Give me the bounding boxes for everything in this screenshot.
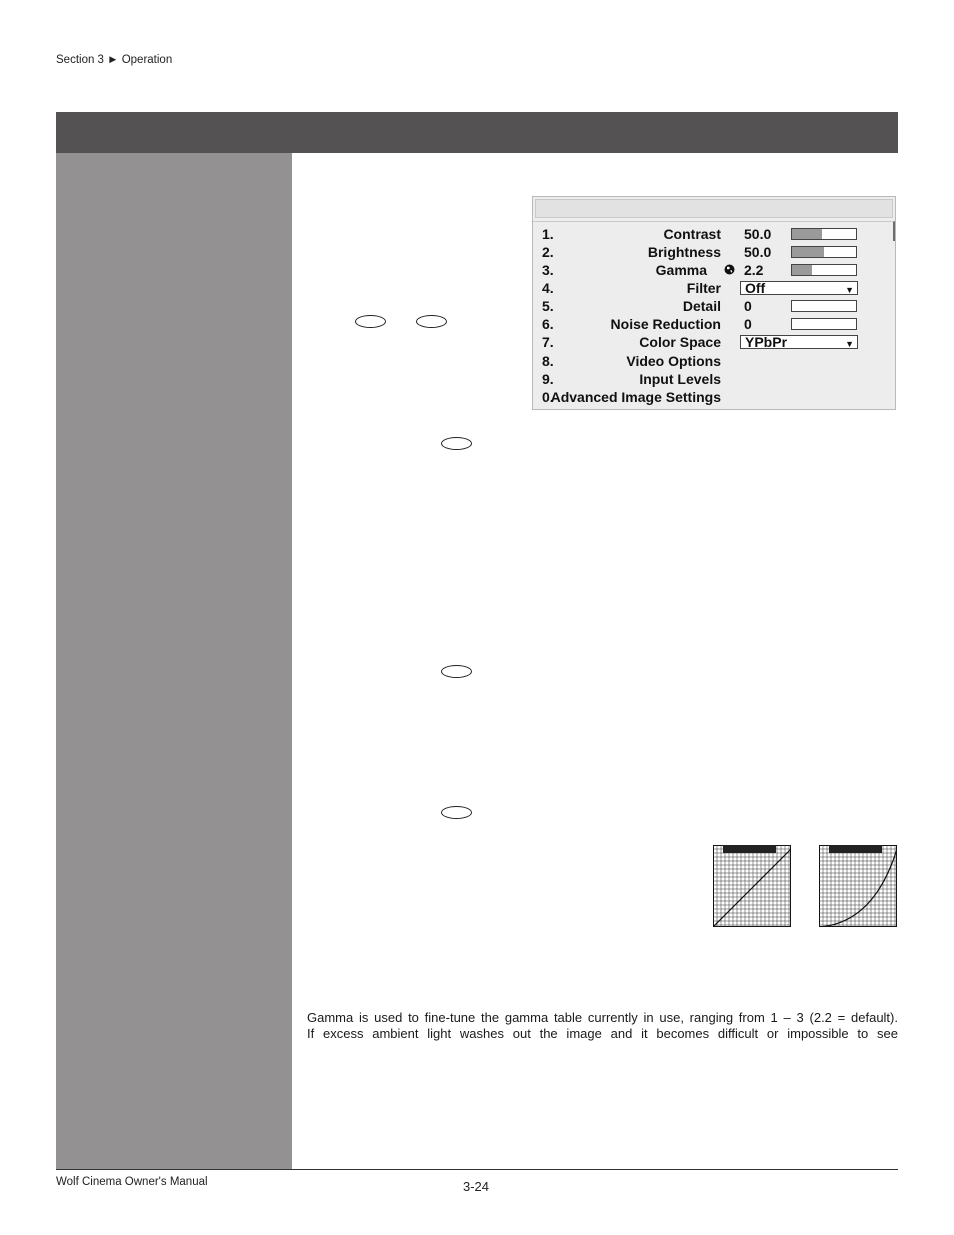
- dropdown-arrow-icon: ▼: [845, 339, 854, 349]
- menu-row-gamma[interactable]: [533, 261, 895, 279]
- menu-row-advanced-image-settings[interactable]: [533, 388, 895, 406]
- gamma-slider[interactable]: [791, 264, 857, 276]
- paragraph-line: Gamma is used to fine-tune the gamma table currently in use, ranging from 1 – 3 (2.2 = default).: [307, 1010, 898, 1025]
- row-number: 2.: [542, 244, 554, 260]
- gamma-description: [307, 1010, 898, 1042]
- row-number: 5.: [542, 298, 554, 314]
- menu-row-noise-reduction[interactable]: [533, 315, 895, 333]
- row-label: Input Levels: [639, 371, 721, 387]
- section-breadcrumb: Section 3 ► Operation: [56, 54, 173, 66]
- brightness-slider[interactable]: [791, 246, 857, 258]
- globe-icon: [724, 264, 735, 275]
- menu-row-filter[interactable]: [533, 279, 895, 297]
- sidebar-column: [56, 153, 292, 1170]
- row-number: 9.: [542, 371, 554, 387]
- menu-row-color-space[interactable]: [533, 333, 895, 351]
- page-number: 3-24: [463, 1179, 490, 1194]
- row-label: Color Space: [639, 334, 721, 350]
- menu-row-detail[interactable]: [533, 297, 895, 315]
- title-bar: [56, 112, 898, 153]
- gamma-linear-graph: [713, 845, 791, 927]
- row-label: Contrast: [663, 226, 721, 242]
- row-label: Filter: [686, 280, 721, 296]
- slider-fill: [792, 229, 822, 239]
- detail-slider[interactable]: [791, 300, 857, 312]
- gamma-curve-graph: [819, 845, 897, 927]
- row-label: Advanced Image Settings: [550, 389, 721, 405]
- row-label: Detail: [682, 298, 721, 314]
- row-number: 7.: [542, 334, 554, 350]
- menu-row-contrast[interactable]: [533, 225, 895, 243]
- dropdown-value: YPbPr: [745, 334, 788, 350]
- footer-rule: [56, 1169, 898, 1170]
- remote-key-oval: [441, 806, 472, 819]
- remote-key-oval: [441, 437, 472, 450]
- slider-fill: [792, 247, 824, 257]
- row-label: Gamma: [655, 262, 707, 278]
- row-number: 6.: [542, 316, 554, 332]
- paragraph-line: If excess ambient light washes out the image and it becomes difficult or impossible to see: [307, 1026, 898, 1041]
- noise-reduction-slider[interactable]: [791, 318, 857, 330]
- row-label: Noise Reduction: [610, 316, 721, 332]
- row-number: 0.: [542, 389, 554, 405]
- row-label: Brightness: [647, 244, 721, 260]
- row-value: 50.0: [744, 244, 772, 260]
- dropdown-value: Off: [745, 280, 766, 296]
- remote-key-oval: [355, 315, 386, 328]
- menu-row-input-levels[interactable]: [533, 370, 895, 388]
- row-value: 0: [744, 298, 752, 314]
- menu-row-brightness[interactable]: [533, 243, 895, 261]
- image-settings-menu: [532, 196, 896, 410]
- contrast-slider[interactable]: [791, 228, 857, 240]
- remote-key-oval: [416, 315, 447, 328]
- dropdown-arrow-icon: ▼: [845, 285, 854, 295]
- row-number: 1.: [542, 226, 554, 242]
- row-number: 3.: [542, 262, 554, 278]
- menu-row-video-options[interactable]: [533, 352, 895, 370]
- color-space-dropdown[interactable]: [740, 335, 858, 349]
- footer-manual-title: Wolf Cinema Owner's Manual: [56, 1176, 208, 1188]
- row-number: 4.: [542, 280, 554, 296]
- remote-key-oval: [441, 665, 472, 678]
- row-value: 50.0: [744, 226, 772, 242]
- row-label: Video Options: [626, 353, 721, 369]
- row-value: 2.2: [744, 262, 764, 278]
- filter-dropdown[interactable]: [740, 281, 858, 295]
- row-number: 8.: [542, 353, 554, 369]
- slider-fill: [792, 265, 812, 275]
- menu-title-bar: [535, 199, 893, 218]
- row-value: 0: [744, 316, 752, 332]
